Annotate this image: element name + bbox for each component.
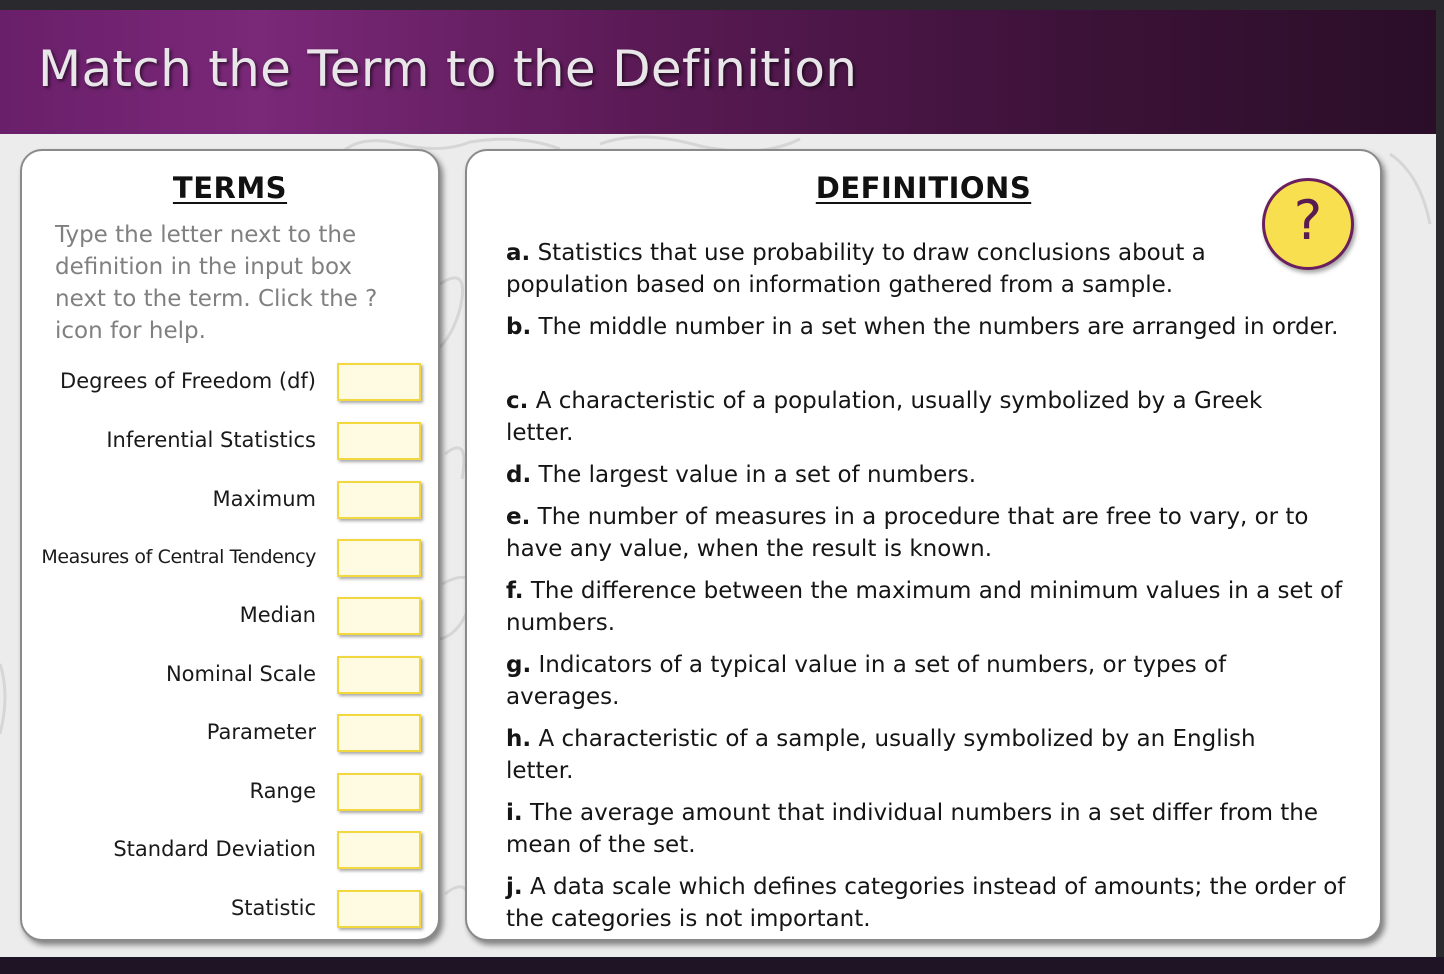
term-row <box>22 714 438 754</box>
term-label: Maximum <box>212 487 316 511</box>
definition-item <box>506 237 1246 301</box>
answer-input[interactable] <box>337 539 421 577</box>
term-row <box>22 656 438 696</box>
term-row <box>22 890 438 930</box>
answer-input[interactable] <box>337 422 421 460</box>
term-row <box>22 363 438 403</box>
answer-input[interactable] <box>337 363 421 401</box>
title-banner <box>0 10 1436 134</box>
definition-letter: a. <box>506 240 531 266</box>
definition-item <box>506 649 1266 713</box>
definition-text: A data scale which defines categories instead of amounts; the order of the categories is not important. <box>506 874 1346 932</box>
term-row <box>22 481 438 521</box>
definition-letter: i. <box>506 800 523 826</box>
answer-input[interactable] <box>337 773 421 811</box>
term-label: Statistic <box>230 896 316 920</box>
definition-item <box>506 385 1306 449</box>
term-label: Degrees of Freedom (df) <box>60 369 316 393</box>
term-row <box>22 831 438 871</box>
definitions-panel <box>465 149 1382 941</box>
definition-text: Statistics that use probability to draw conclusions about a population based on information gathered from a sample. <box>506 240 1206 298</box>
answer-input[interactable] <box>337 714 421 752</box>
answer-input[interactable] <box>337 656 421 694</box>
definition-text: A characteristic of a sample, usually symbolized by an English letter. <box>506 726 1256 784</box>
definition-letter: j. <box>506 874 523 900</box>
definition-item <box>506 311 1356 343</box>
definition-text: The largest value in a set of numbers. <box>538 462 977 488</box>
definition-letter: g. <box>506 652 532 678</box>
terms-heading: TERMS <box>172 171 288 205</box>
term-label: Inferential Statistics <box>106 428 316 452</box>
term-row <box>22 422 438 462</box>
definition-item <box>506 501 1356 565</box>
definition-item <box>506 797 1356 861</box>
term-label: Median <box>239 603 316 627</box>
definition-letter: c. <box>506 388 529 414</box>
definition-text: The number of measures in a procedure that are free to vary, or to have any value, when the result is known. <box>506 504 1309 562</box>
definition-item <box>506 459 1356 491</box>
definition-item <box>506 871 1356 935</box>
answer-input[interactable] <box>337 597 421 635</box>
term-label: Nominal Scale <box>165 662 316 686</box>
answer-input[interactable] <box>337 481 421 519</box>
definition-letter: b. <box>506 314 532 340</box>
term-label: Standard Deviation <box>113 837 316 861</box>
window-bottom-strip <box>0 957 1444 974</box>
definitions-heading: DEFINITIONS <box>815 171 1032 205</box>
terms-panel <box>20 149 440 941</box>
term-label: Parameter <box>206 720 316 744</box>
page-title: Match the Term to the Definition <box>38 40 858 98</box>
definition-letter: h. <box>506 726 532 752</box>
definition-text: The difference between the maximum and minimum values in a set of numbers. <box>506 578 1343 636</box>
window-top-strip <box>0 0 1444 10</box>
definition-item <box>506 723 1296 787</box>
instructions-text: Type the letter next to the definition in the input box next to the term. Click the ? icon for help. <box>55 222 378 344</box>
window-right-edge <box>1436 10 1444 957</box>
term-row <box>22 773 438 813</box>
question-mark-icon[interactable]: ? <box>1262 178 1354 270</box>
definition-letter: d. <box>506 462 532 488</box>
definition-letter: e. <box>506 504 531 530</box>
definition-text: Indicators of a typical value in a set of numbers, or types of averages. <box>506 652 1227 710</box>
term-label: Range <box>249 779 316 803</box>
term-row <box>22 539 438 579</box>
definition-text: A characteristic of a population, usually symbolized by a Greek letter. <box>506 388 1263 446</box>
term-label: Measures of Central Tendency <box>41 546 316 568</box>
answer-input[interactable] <box>337 890 421 928</box>
definition-item <box>506 575 1356 639</box>
definition-text: The middle number in a set when the numbers are arranged in order. <box>538 314 1339 340</box>
definition-text: The average amount that individual numbers in a set differ from the mean of the set. <box>506 800 1319 858</box>
definition-letter: f. <box>506 578 524 604</box>
answer-input[interactable] <box>337 831 421 869</box>
term-row <box>22 597 438 637</box>
